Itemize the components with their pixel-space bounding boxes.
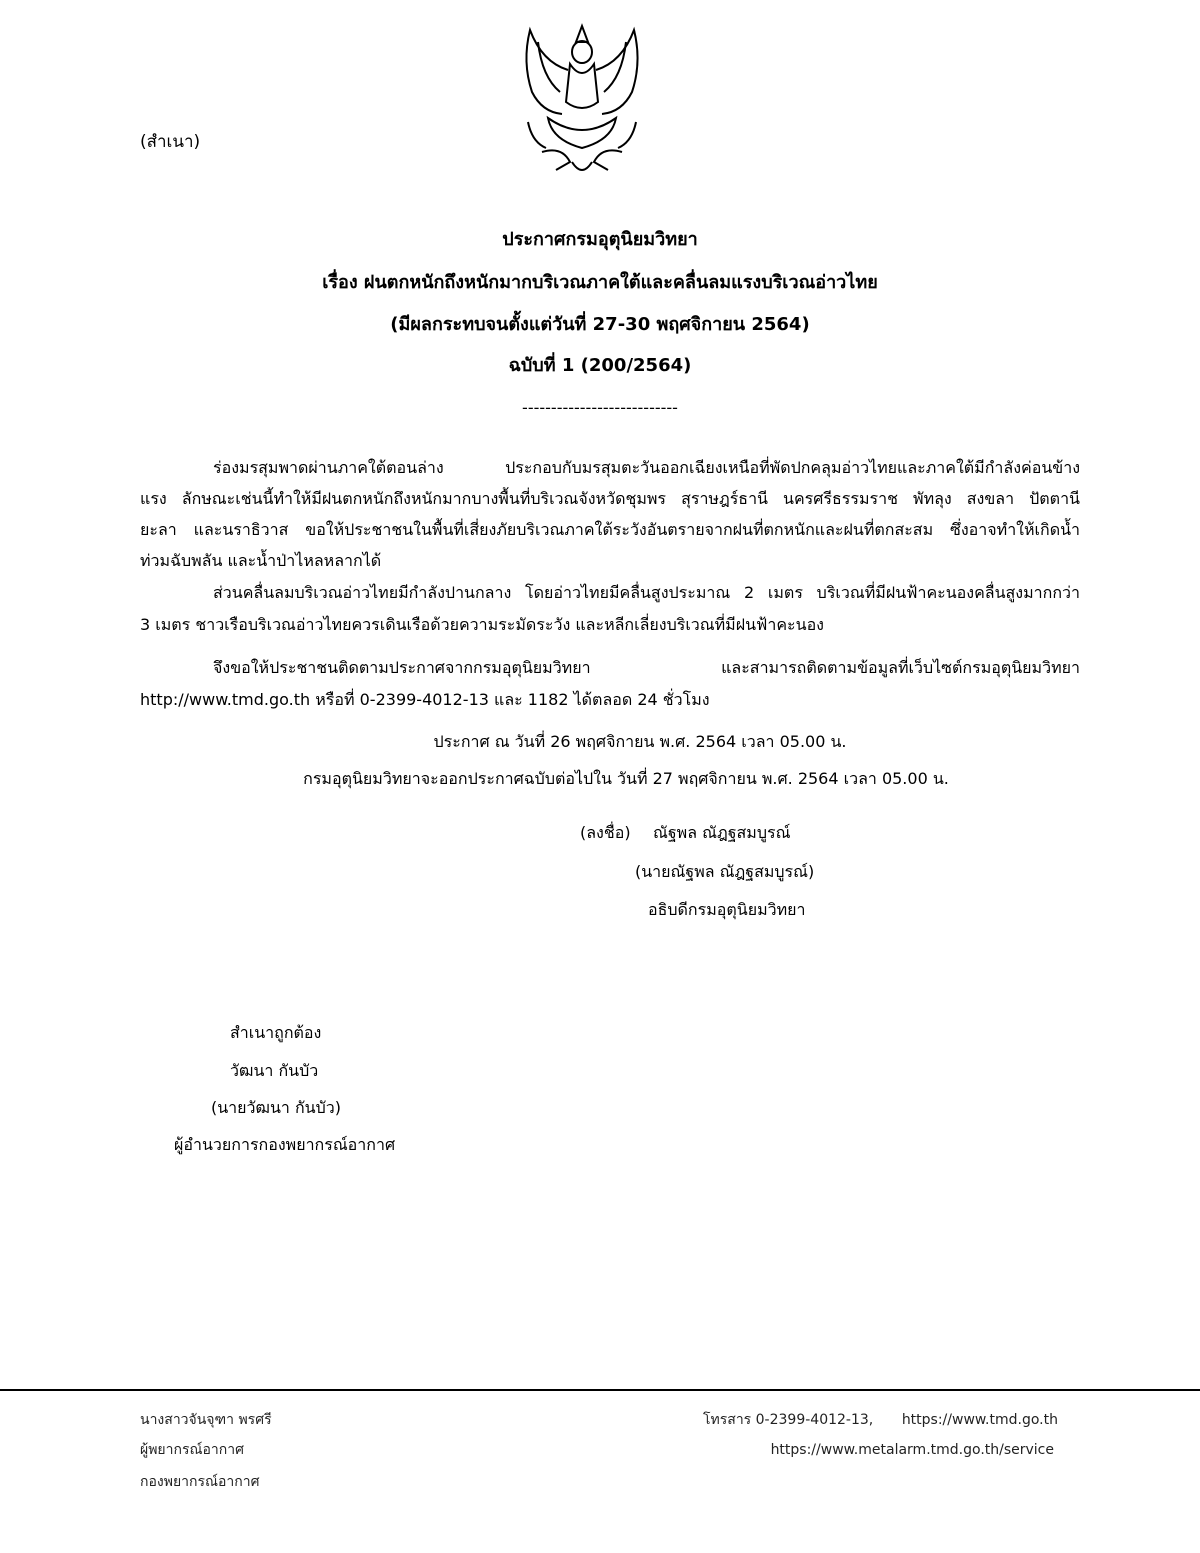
body-line: จึงขอให้ประชาชนติดตามประกาศจากกรมอุตุนิยมวิทยา และสามารถติดตามข้อมูลที่เว็บไซต์กรมอุตุนิยมวิทยา <box>213 658 1080 677</box>
body-line: ร่องมรสุมพาดผ่านภาคใต้ตอนล่าง ประกอบกับมรสุมตะวันออกเฉียงเหนือที่พัดปกคลุมอ่าวไทยและภาคใต้มีกำลังค่อนข้าง <box>213 458 1080 477</box>
effect-period-line: (มีผลกระทบจนตั้งแต่วันที่ 27-30 พฤศจิกายน 2564) <box>390 314 810 335</box>
certified-position: ผู้อำนวยการกองพยากรณ์อากาศ <box>174 1135 396 1154</box>
body-line: ส่วนคลื่นลมบริเวณอ่าวไทยมีกำลังปานกลาง โดยอ่าวไทยมีคลื่นสูงประมาณ 2 เมตร บริเวณที่มีฝนฟ้าคะนองคลื่นสูงมากกว่า <box>213 583 1080 602</box>
certified-name: วัฒนา กันบัว <box>230 1061 319 1080</box>
issue-number-line: ฉบับที่ 1 (200/2564) <box>508 355 692 376</box>
signature-name: ณัฐพล ณัฎฐสมบูรณ์ <box>653 823 791 842</box>
footer-website-link[interactable]: https://www.tmd.go.th <box>901 1412 1058 1428</box>
footer-author-role: ผู้พยากรณ์อากาศ <box>140 1442 244 1458</box>
signature-position: อธิบดีกรมอุตุนิยมวิทยา <box>648 900 806 919</box>
footer-author: นางสาวจันจุฑา พรศรี <box>140 1412 272 1428</box>
separator: --------------------------- <box>522 398 678 417</box>
footer-divider <box>0 1389 1200 1391</box>
copy-mark: (สำเนา) <box>140 132 201 152</box>
footer-fax: โทรสาร 0-2399-4012-13, <box>703 1412 874 1428</box>
signature-full-name: (นายณัฐพล ณัฎฐสมบูรณ์) <box>635 862 815 881</box>
signature-label: (ลงชื่อ) <box>580 823 631 842</box>
subject-line: เรื่อง ฝนตกหนักถึงหนักมากบริเวณภาคใต้และคลื่นลมแรงบริเวณอ่าวไทย <box>322 272 878 293</box>
body-line: ยะลา และนราธิวาส ขอให้ประชาชนในพื้นที่เสี่ยงภัยบริเวณภาคใต้ระวังอันตรายจากฝนที่ตกหนักและฝนที่ตกสะสม ซึ่งอาจทำให้เกิดน้ำ <box>140 520 1080 539</box>
garuda-emblem-icon <box>512 22 652 180</box>
announce-date: ประกาศ ณ วันที่ 26 พฤศจิกายน พ.ศ. 2564 เวลา 05.00 น. <box>433 732 847 751</box>
certified-label: สำเนาถูกต้อง <box>230 1023 322 1042</box>
title-line: ประกาศกรมอุตุนิยมวิทยา <box>502 229 698 250</box>
body-line: 3 เมตร ชาวเรือบริเวณอ่าวไทยควรเดินเรือด้วยความระมัดระวัง และหลีกเลี่ยงบริเวณที่มีฝนฟ้าคะนอง <box>140 615 824 634</box>
footer-division: กองพยากรณ์อากาศ <box>140 1474 260 1490</box>
body-line: ท่วมฉับพลัน และน้ำป่าไหลหลากได้ <box>140 551 382 570</box>
certified-full-name: (นายวัฒนา กันบัว) <box>211 1098 341 1117</box>
next-issue: กรมอุตุนิยมวิทยาจะออกประกาศฉบับต่อไปใน วันที่ 27 พฤศจิกายน พ.ศ. 2564 เวลา 05.00 น. <box>303 769 949 788</box>
body-line: แรง ลักษณะเช่นนี้ทำให้มีฝนตกหนักถึงหนักมากบางพื้นที่บริเวณจังหวัดชุมพร สุราษฎร์ธานี นครศรีธรรมราช พัทลุง สงขลา ปัตตานี <box>140 489 1080 508</box>
footer-metalarm-link[interactable]: https://www.metalarm.tmd.go.th/service <box>770 1442 1054 1458</box>
body-line: http://www.tmd.go.th หรือที่ 0-2399-4012-13 และ 1182 ได้ตลอด 24 ชั่วโมง <box>140 690 710 709</box>
